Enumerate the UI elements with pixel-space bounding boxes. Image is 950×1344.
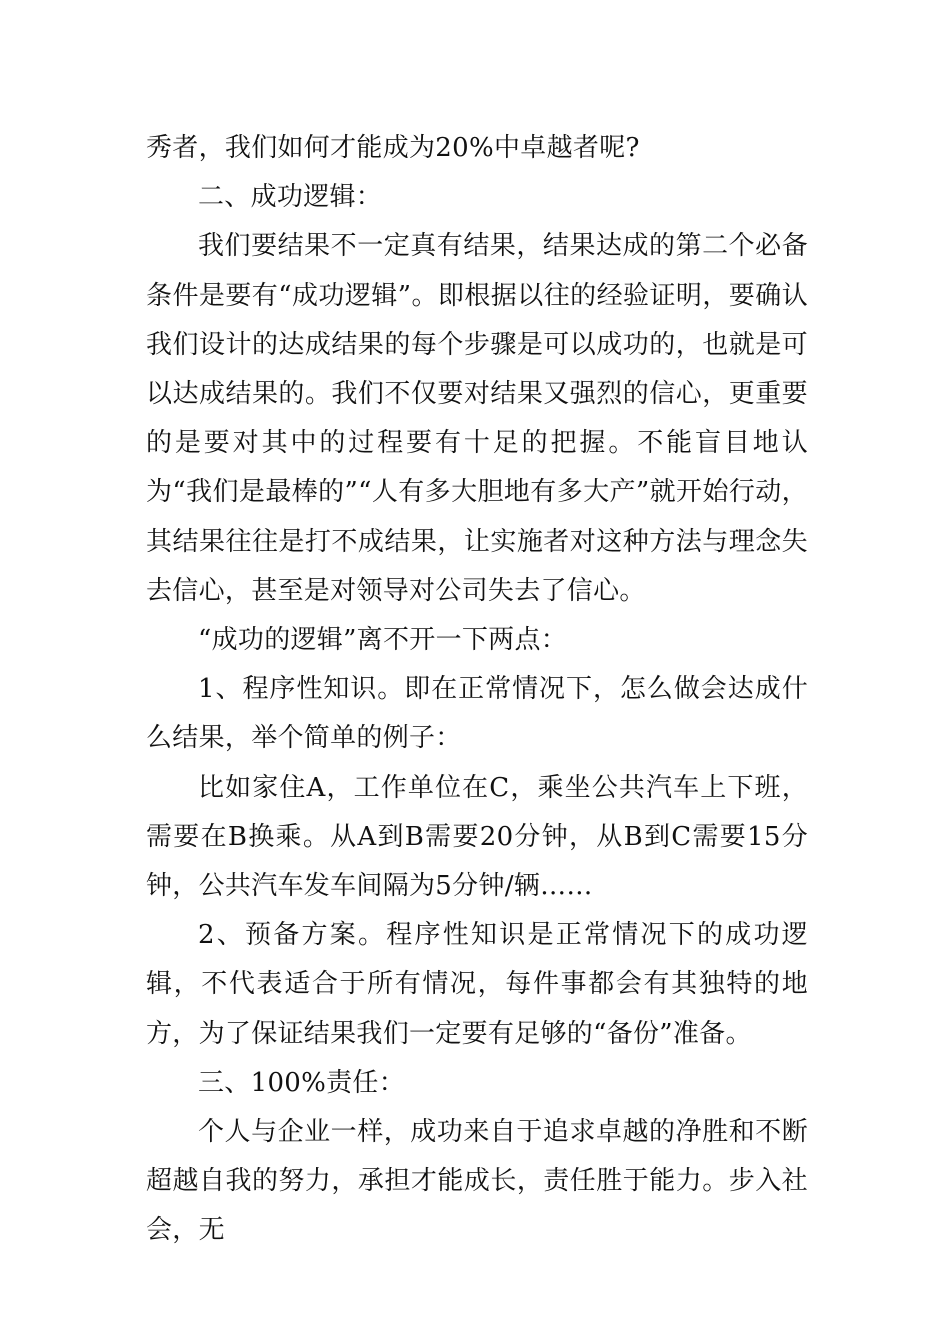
paragraph-two-points-intro: “成功的逻辑”离不开一下两点：	[198, 625, 568, 656]
paragraph-bus-example: 比如家住A，工作单位在C，乘坐公共汽车上下班，需要在B换乘。从A到B需要20分钟，从B到C需要15分钟，公共汽车发车间隔为5分钟/辆……	[146, 772, 808, 902]
document-body	[146, 124, 808, 1256]
section-heading-success-logic: 二、成功逻辑：	[198, 182, 383, 213]
paragraph-backup-plan: 2、预备方案。程序性知识是正常情况下的成功逻辑，不代表适合于所有情况，每件事都会有其独特的地方，为了保证结果我们一定要有足够的“备份”准备。	[146, 920, 808, 1049]
paragraph-procedural-knowledge: 1、程序性知识。即在正常情况下，怎么做会达成什么结果，举个简单的例子：	[146, 674, 808, 754]
paragraph-success-logic: 我们要结果不一定真有结果，结果达成的第二个必备条件是要有“成功逻辑”。即根据以往的经验证明，要确认我们设计的达成结果的每个步骤是可以成功的，也就是可以达成结果的。我们不仅要对结果又强烈的信心，更重要的是要对其中的过程要有十足的把握。不能盲目地认为“我们是最棒的”“人有多大胆地有多大产”就开始行动，其结果往往是打不成结果，让实施者对这种方法与理念失去信心，甚至是对领导对公司失去了信心。	[146, 231, 808, 606]
section-heading-full-responsibility: 三、100%责任：	[198, 1067, 406, 1098]
paragraph-continuation: 秀者，我们如何才能成为20%中卓越者呢?	[146, 133, 640, 163]
paragraph-responsibility: 个人与企业一样，成功来自于追求卓越的净胜和不断超越自我的努力，承担才能成长，责任胜于能力。步入社会，无	[146, 1117, 808, 1246]
